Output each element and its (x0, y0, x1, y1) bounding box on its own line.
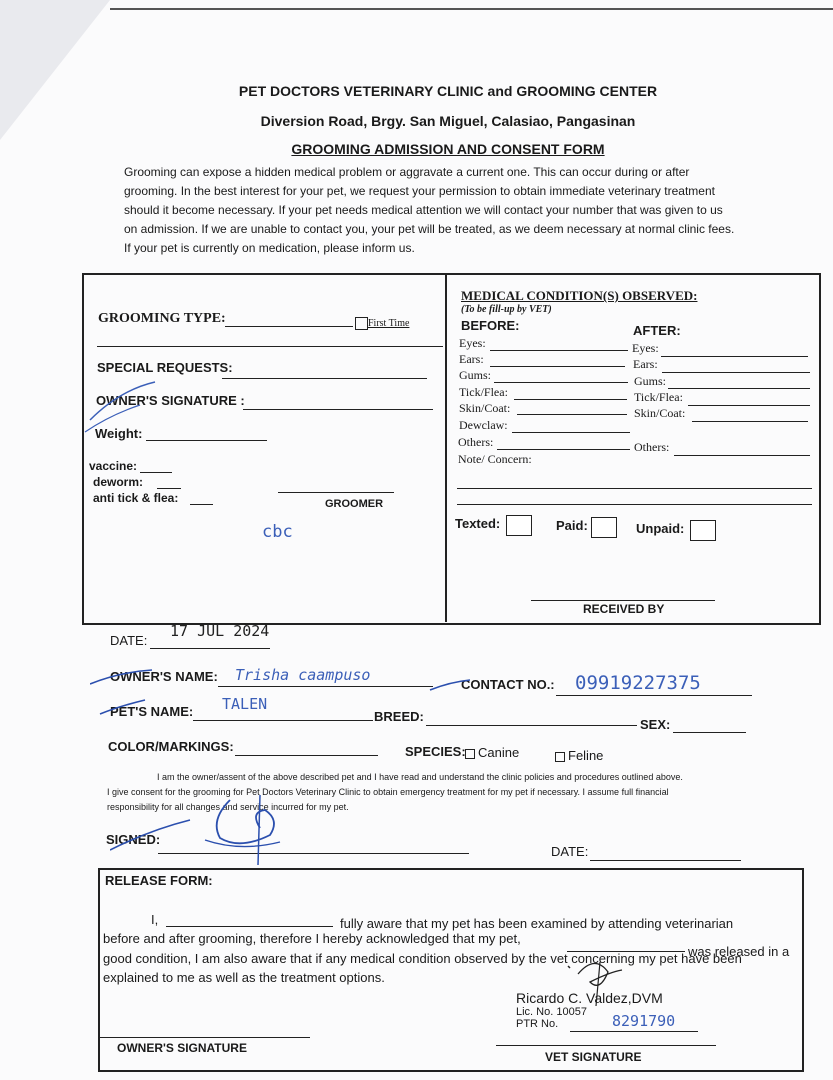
contact-label: CONTACT NO.: (461, 677, 555, 692)
intro-line-5: If your pet is currently on medication, please inform us. (124, 241, 415, 255)
texted-checkbox[interactable] (506, 515, 532, 536)
vet-sig-label: VET SIGNATURE (545, 1050, 642, 1064)
pet-name-line (193, 720, 373, 721)
contact-line (556, 695, 752, 696)
after-ears-label: Ears: (633, 357, 658, 371)
signed-label: SIGNED: (106, 832, 161, 847)
first-time-label: First Time (368, 318, 410, 329)
pet-name-value: TALEN (222, 695, 268, 713)
anti-tick-line (190, 504, 213, 505)
after-gums-label: Gums: (634, 374, 667, 388)
release-line-4: explained to me as well as the treatment options. (103, 970, 385, 985)
note-line-1 (457, 488, 812, 489)
feline-checkbox[interactable] (555, 752, 565, 762)
note-concern-label: Note/ Concern: (458, 452, 532, 466)
after-others-label: Others: (634, 440, 670, 454)
owner-sig-label: OWNER'S SIGNATURE (117, 1041, 247, 1055)
release-line-2: before and after grooming, therefore I hereby acknowledged that my pet, (103, 931, 521, 946)
deworm-label: deworm: (93, 475, 144, 489)
sex-label: SEX: (640, 717, 671, 732)
left-margin-strokes (80, 370, 170, 440)
received-by-line (531, 600, 715, 601)
signed-date-label: DATE: (551, 844, 589, 859)
release-title: RELEASE FORM: (105, 873, 213, 888)
sex-line (673, 732, 746, 733)
top-edge-line (110, 8, 833, 10)
signed-date-line (590, 860, 741, 861)
vet-signature-scribble (560, 952, 650, 1008)
after-eyes-line (661, 356, 808, 357)
owner-sig-line (100, 1037, 310, 1038)
after-gums-line (668, 388, 810, 389)
before-skin-label: Skin/Coat: (459, 401, 511, 415)
owner-name-label: OWNER'S NAME: (110, 669, 218, 684)
after-heading: AFTER: (633, 323, 681, 338)
owner-signature-label: OWNER'S SIGNATURE : (96, 393, 245, 408)
grooming-type-line-2 (97, 346, 443, 347)
after-skin-label: Skin/Coat: (634, 406, 686, 420)
clinic-address: Diversion Road, Brgy. San Miguel, Calasiao, Pangasinan (260, 113, 636, 129)
before-gums-label: Gums: (459, 368, 492, 382)
deworm-line (157, 488, 181, 489)
medical-condition-title: MEDICAL CONDITION(S) OBSERVED: (461, 288, 698, 303)
ptr-label: PTR No. (516, 1018, 559, 1030)
after-tick-label: Tick/Flea: (634, 390, 683, 404)
vet-name: Ricardo C. Valdez,DVM (516, 990, 663, 1006)
pet-name-label: PET'S NAME: (110, 704, 194, 719)
before-skin-line (517, 414, 627, 415)
date-label: DATE: (110, 633, 148, 648)
paid-label: Paid: (556, 518, 588, 533)
date-stamp: 17 JUL 2024 (170, 622, 270, 640)
after-ears-line (662, 372, 810, 373)
intro-line-3: should it become necessary. If your pet needs medical attention we will contact your number that was given to us (124, 203, 723, 217)
before-dewclaw-label: Dewclaw: (459, 418, 508, 432)
unpaid-label: Unpaid: (636, 521, 685, 536)
date-line (150, 648, 270, 649)
before-others-line (497, 449, 630, 450)
feline-label: Feline (568, 748, 604, 763)
owner-signature-line (243, 409, 433, 410)
consent-line-1: I am the owner/assent of the above described pet and I have read and understand the clinic policies and procedures outlined above. (157, 772, 683, 782)
before-tick-label: Tick/Flea: (459, 385, 508, 399)
vet-sig-line (496, 1045, 716, 1046)
after-skin-line (692, 421, 808, 422)
form-title: GROOMING ADMISSION AND CONSENT FORM (291, 141, 605, 157)
note-line-2 (457, 504, 812, 505)
owner-name-value: Trisha caampuso (235, 666, 371, 684)
medical-condition-subtitle: (To be fill-up by VET) (461, 304, 552, 315)
paid-checkbox[interactable] (591, 517, 617, 538)
before-ears-label: Ears: (459, 352, 484, 366)
groomer-label: GROOMER (325, 498, 384, 510)
consent-line-3: responsibility for all changes and service incurred for my pet. (107, 802, 349, 812)
intro-line-1: Grooming can expose a hidden medical problem or aggravate a current one. This can occur during or after (124, 165, 690, 179)
before-eyes-line (490, 350, 628, 351)
intro-line-4: on admission. If we are unable to contact you, your pet will be treated, as we deem necessary at normal clinic fees. (124, 222, 735, 236)
canine-checkbox[interactable] (465, 749, 475, 759)
breed-line (426, 725, 637, 726)
before-others-label: Others: (458, 435, 494, 449)
consent-line-2: I give consent for the grooming for Pet Doctors Veterinary Clinic to obtain emergency treatment for my pet if necessary. I assume full financial (107, 787, 669, 797)
contact-value: 09919227375 (575, 672, 701, 694)
before-tick-line (514, 399, 627, 400)
groomer-line (278, 492, 394, 493)
vaccine-line (140, 472, 172, 473)
vet-license: Lic. No. 10057 (516, 1006, 587, 1018)
special-requests-label: SPECIAL REQUESTS: (97, 360, 233, 375)
first-time-checkbox[interactable] (355, 317, 368, 330)
anti-tick-label: anti tick & flea: (93, 491, 179, 505)
ptr-value: 8291790 (612, 1012, 676, 1030)
ptr-line (570, 1031, 698, 1032)
unpaid-checkbox[interactable] (690, 520, 716, 541)
release-line-2b: was released in a (688, 944, 790, 959)
color-markings-label: COLOR/MARKINGS: (108, 739, 234, 754)
color-markings-line (235, 755, 378, 756)
release-name-line (166, 926, 333, 927)
before-dewclaw-line (512, 432, 630, 433)
after-eyes-label: Eyes: (632, 341, 659, 355)
groomer-handwritten-note: cbc (262, 522, 293, 542)
grooming-type-label: GROOMING TYPE: (98, 311, 226, 326)
texted-label: Texted: (455, 516, 501, 531)
release-line-3: good condition, I am also aware that if any medical condition observed by the vet concerning my pet have been (103, 951, 742, 966)
breed-label: BREED: (374, 709, 424, 724)
release-line-1: fully aware that my pet has been examined by attending veterinarian (340, 916, 734, 931)
grooming-type-line (225, 326, 353, 327)
intro-line-2: grooming. In the best interest for your pet, we request your permission to obtain immediate veterinary treatment (124, 184, 715, 198)
special-requests-line (222, 378, 427, 379)
received-by-label: RECEIVED BY (583, 602, 665, 616)
release-i-label: I, (151, 912, 159, 927)
vaccine-label: vaccine: (89, 459, 138, 473)
before-heading: BEFORE: (461, 318, 520, 333)
after-tick-line (688, 405, 810, 406)
owner-signature-scribble (110, 790, 310, 870)
after-others-line (674, 455, 810, 456)
before-ears-line (490, 366, 625, 367)
canine-label: Canine (478, 745, 520, 760)
name-strike-strokes (90, 660, 490, 720)
box-divider (445, 274, 447, 622)
clinic-name: PET DOCTORS VETERINARY CLINIC and GROOMING CENTER (238, 83, 658, 99)
weight-line (146, 440, 267, 441)
species-label: SPECIES: (405, 744, 466, 759)
before-eyes-label: Eyes: (459, 336, 486, 350)
before-gums-line (494, 382, 628, 383)
weight-label: Weight: (95, 426, 143, 441)
